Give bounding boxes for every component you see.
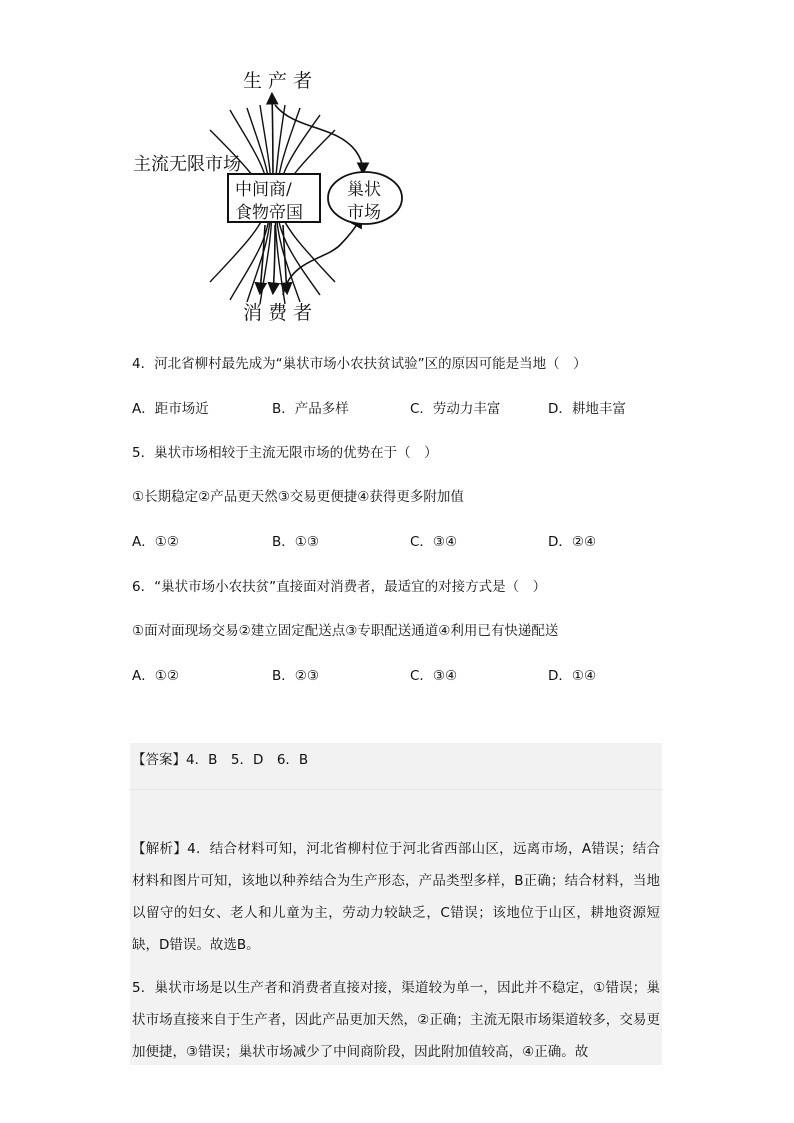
arrow-producer-to-nest xyxy=(275,105,363,172)
nest-market-line1: 巢状 xyxy=(347,180,381,200)
analysis-paragraph-2: 5．巢状市场是以生产者和消费者直接对接，渠道较为单一，因此并不稳定，①错误；巢状市场直接来自于生产者，因此产品更加天然，②正确；主流无限市场渠道较多，交易更加便捷，③错误；巢状市场减少了中间商阶段，因此附加值较高，④正确。故 xyxy=(132,980,660,1060)
question-4-option-b: B．产品多样 xyxy=(272,401,349,417)
question-4-option-d: D．耕地丰富 xyxy=(548,401,626,417)
question-4-option-c: C．劳动力丰富 xyxy=(410,401,501,417)
answer-text: 【答案】4．B 5．D 6．B xyxy=(132,752,309,768)
question-5-option-b: B．①③ xyxy=(272,534,319,550)
producer-label: 生 产 者 xyxy=(243,70,313,92)
arrow-to-consumer xyxy=(273,225,275,292)
arrow-to-consumer xyxy=(283,225,287,292)
question-5-stem: 5．巢状市场相较于主流无限市场的优势在于（ ） xyxy=(132,445,438,461)
middleman-line2: 食物帝国 xyxy=(235,203,303,223)
analysis-paragraph-1: 【解析】4．结合材料可知，河北省柳村位于河北省西部山区，远离市场，A错误；结合材料和图片可知，该地以种养结合为生产形态，产品类型多样，B正确；结合材料，当地以留守的妇女、老人和儿童为主，劳动力较缺乏，C错误；该地位于山区，耕地资源短缺，D错误。故选B。 xyxy=(132,841,660,953)
question-6-option-b: B．②③ xyxy=(272,668,319,684)
middleman-line1: 中间商/ xyxy=(235,180,292,200)
question-5-option-c: C．③④ xyxy=(410,534,458,550)
question-6-statements: ①面对面现场交易②建立固定配送点③专职配送通道④利用已有快递配送 xyxy=(132,623,559,639)
question-5-option-a: A．①② xyxy=(132,534,179,550)
question-5-option-d: D．②④ xyxy=(548,534,597,550)
consumer-label: 消 费 者 xyxy=(243,302,313,324)
question-6-option-d: D．①④ xyxy=(548,668,597,684)
nest-market-line2: 市场 xyxy=(347,203,381,223)
answer-divider xyxy=(130,789,662,790)
question-6-stem: 6．“巢状市场小农扶贫”直接面对消费者，最适宜的对接方式是（ ） xyxy=(132,579,547,595)
answer-section xyxy=(130,743,662,1065)
mainstream-market-label: 主流无限市场 xyxy=(133,154,241,175)
market-diagram xyxy=(125,60,425,330)
question-4-stem: 4．河北省柳村最先成为“巢状市场小农扶贫试验”区的原因可能是当地（ ） xyxy=(132,356,587,372)
question-6-option-c: C．③④ xyxy=(410,668,458,684)
question-6-option-a: A．①② xyxy=(132,668,179,684)
question-4-option-a: A．距市场近 xyxy=(132,401,209,417)
question-5-statements: ①长期稳定②产品更天然③交易更便捷④获得更多附加值 xyxy=(132,489,464,505)
